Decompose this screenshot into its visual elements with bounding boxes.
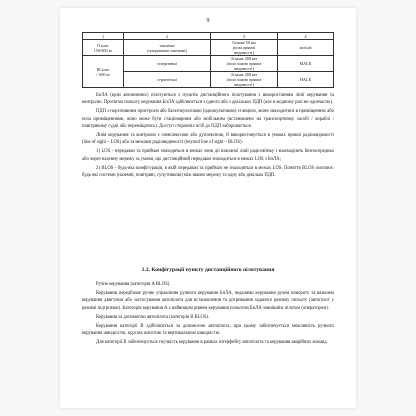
paragraph: Керування передбачає ручне управління ручного керування БпЛА, педалями керування рулем повороту та важелем керування двигуном або застосування автопілота для встановлення та дотримання заданого режиму польоту (автопілот у режимі підтримки). Категорія керування А є найвищим рівнем керування польотом БпЛА зовнішнім пілотом (оператором). (82, 291, 334, 311)
body-text-bottom (82, 281, 334, 347)
paragraph: Керування за допомогою автопілота (категорія B BLOS). (96, 314, 210, 320)
paragraph: Ручне керування (категорія A BLOS). (96, 282, 171, 287)
body-text-top (82, 92, 334, 179)
table-cell: більше 50 км (поза прямої видимості) (211, 40, 278, 56)
table-cell: II клас 150-600 кг (83, 40, 124, 56)
table-cell: стратегічні (124, 72, 211, 88)
paragraph: Керування категорії B здійснюється за допомогою автопілота, при цьому забезпечується можливість ручного керування швидкістю, курсом, висотою та вертикальною швидкістю. (82, 324, 334, 337)
classification-table (82, 32, 334, 88)
table-header-cell: 2 (124, 33, 211, 40)
table-cell: HALE (278, 72, 334, 88)
table-cell: оперативні (124, 56, 211, 72)
table-cell: III клас > 600 кг (83, 56, 124, 88)
table-cell: tactical (278, 40, 334, 56)
paragraph: ПДП з портативним пристроєм або багатокультовою (однокультовою) станцією, може знаходитися в приміщеннях або поза приміщеннями, воно може бути стаціонарним або мобільним (встановлено на транспортному засобі / кораблі / повітряному судні або переміщатись). Доступ сторонніх осіб до ПДП заборонається. (82, 109, 334, 129)
paragraph: БпЛА (крім автономних) пілотуються з пунктів дистанційного пілотування з використанням лінії керування та контролю. Протягом польоту керування БпЛА здійснюється з одного або з декількох ПДП (але в жодному разі не одночасно). (82, 93, 334, 106)
table-header-row (83, 33, 334, 40)
paragraph: 1) LOS - передавач та приймач знаходяться в межах зони дії взаємної лінії радіозв'язку і взаємодіють безпосередньо або через наземну мережу за умови, що дистанційний передавач знаходиться в межах LOS з БпЛА; (82, 149, 334, 162)
paragraph: 2) BLOS - будь-яка конфігурація, в якій передавач та приймач не знаходяться в межах LOS. Поняття BLOS охоплює: будь-які системи (наземні, повітряні, супутникові) між якими мережу та одну або декілька ПДП. (82, 165, 334, 179)
table-cell: більше 200 км (поза зоною прямої видимості) (211, 72, 278, 88)
table-row (83, 56, 334, 72)
table-cell: більше 200 км (поза зоною прямої видимості) (211, 56, 278, 72)
table-row (83, 40, 334, 56)
table-header-cell: 1 (83, 33, 124, 40)
page-number: 9 (206, 18, 210, 24)
section-heading: 1.2. Конфігурації пункту дистанційного пілотування (141, 267, 275, 273)
table-cell: MALE (278, 56, 334, 72)
paragraph: Лінія керування та контролю є симплексною або дуплексною, й використовується в умовах прямої радіовидимості (line of sight – LOS) або за межами радіовидимості (beyond line of sight – BLOS): (82, 133, 334, 146)
table-header-cell: 3 (211, 33, 278, 40)
table-cell: тактичні (оперативно-тактичні) (124, 40, 211, 56)
paragraph: Для категорії B забезпечується гнучкість керування в рамках інтерфейсу автопілота та керування аварійних команд. (96, 340, 328, 346)
table-header-cell: 4 (278, 33, 334, 40)
document-page (60, 8, 356, 408)
